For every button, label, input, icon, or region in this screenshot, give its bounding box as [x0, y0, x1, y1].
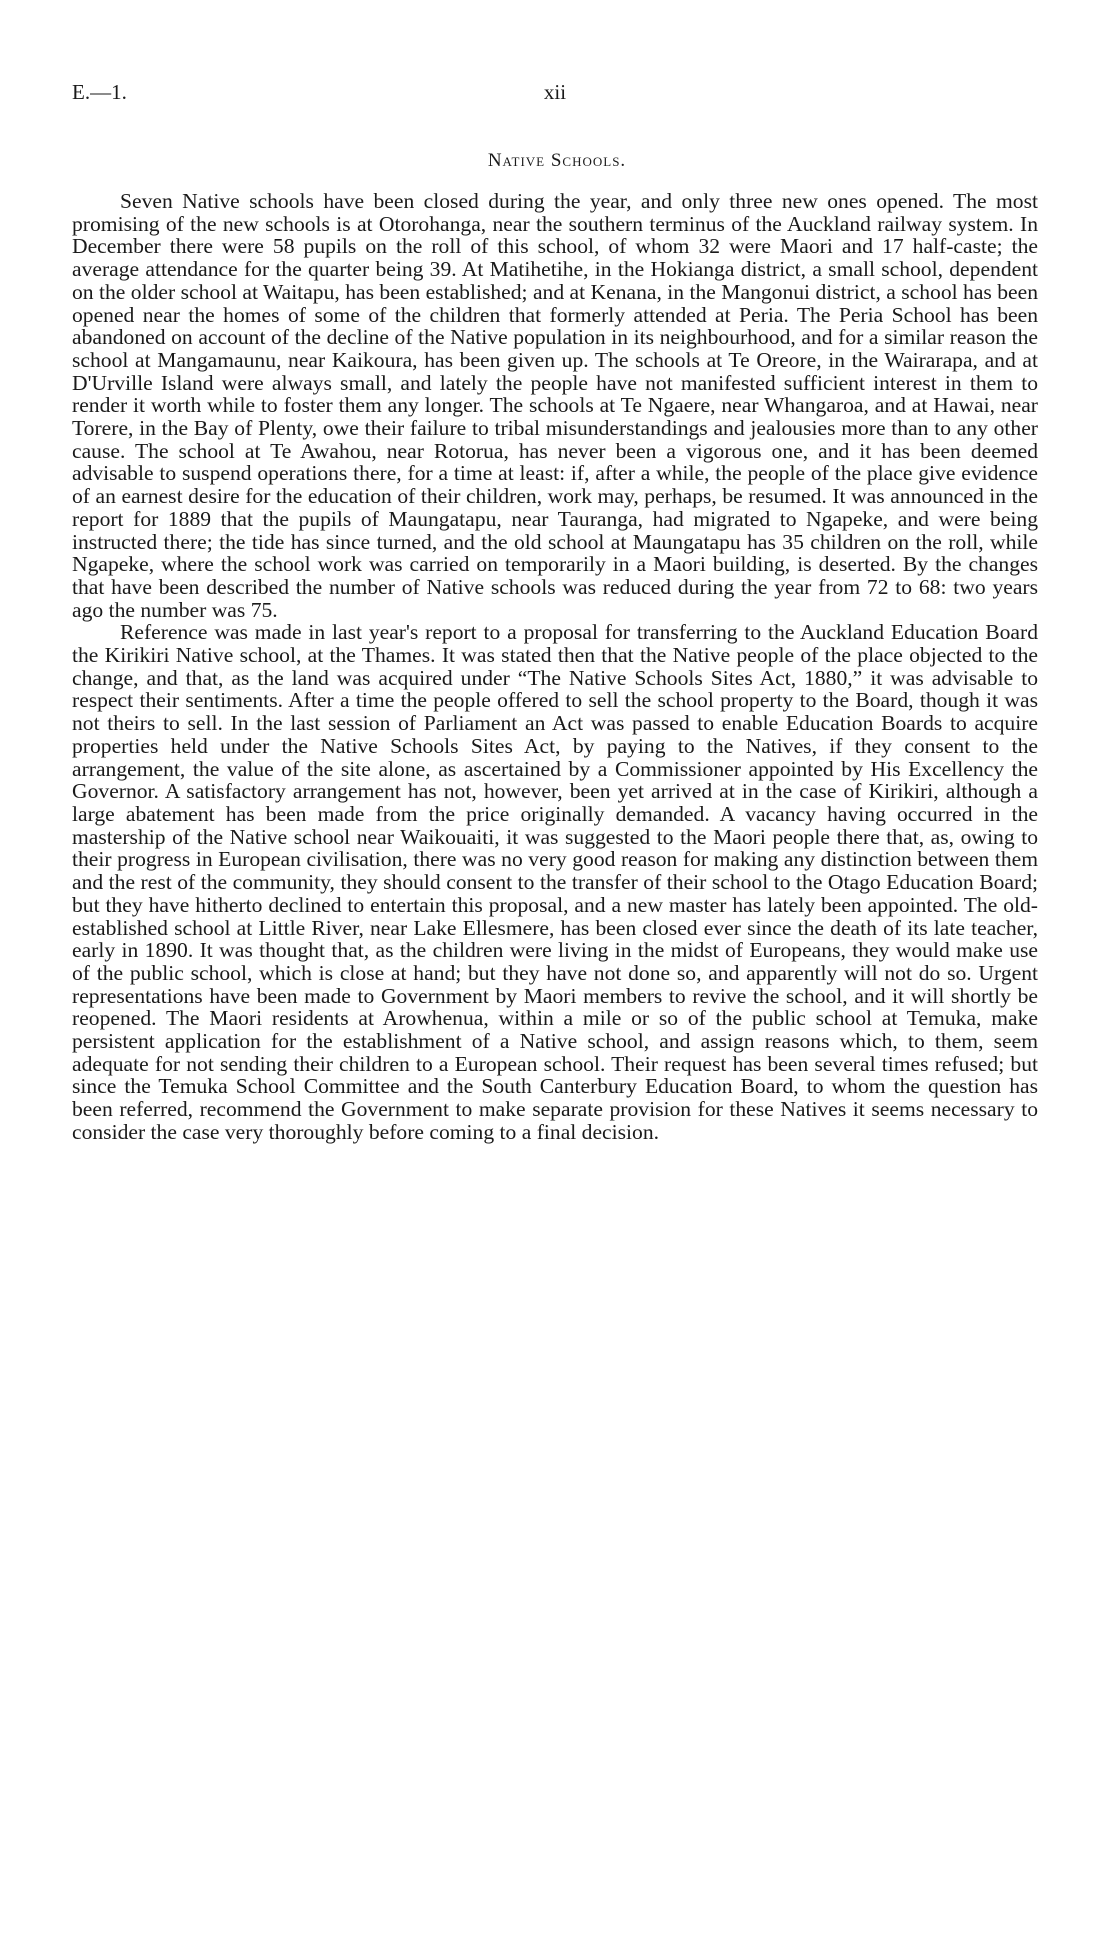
body-text: [72, 190, 1038, 1144]
paragraph-1: Seven Native schools have been closed during the year, and only three new ones opened. The most promising of the new schools is at Otorohanga, near the southern terminus of the Auckland railway system. In December there were 58 pupils on the roll of this school, of whom 32 were Maori and 17 half-caste; the average attendance for the quarter being 39. At Matihetihe, in the Hokianga district, a small school, dependent on the older school at Waitapu, has been established; and at Kenana, in the Mangonui district, a school has been opened near the homes of some of the children that formerly attended at Peria. The Peria School has been abandoned on account of the decline of the Native population in its neighbourhood, and for a similar reason the school at Mangamaunu, near Kaikoura, has been given up. The schools at Te Oreore, in the Wairarapa, and at D'Urville Island were always small, and lately the people have not manifested sufficient interest in them to render it worth while to foster them any longer. The schools at Te Ngaere, near Whangaroa, and at Hawai, near Torere, in the Bay of Plenty, owe their failure to tribal misunderstandings and jealousies more than to any other cause. The school at Te Awahou, near Rotorua, has never been a vigorous one, and it has been deemed advisable to suspend operations there, for a time at least: if, after a while, the people of the place give evidence of an earnest desire for the education of their children, work may, perhaps, be resumed. It was announced in the report for 1889 that the pupils of Maungatapu, near Tauranga, had migrated to Ngapeke, and were being instructed there; the tide has since turned, and the old school at Maungatapu has 35 children on the roll, while Ngapeke, where the school work was carried on temporarily in a Maori building, is deserted. By the changes that have been described the number of Native schools was reduced during the year from 72 to 68: two years ago the number was 75.: [72, 189, 1038, 622]
document-reference: E.—1.: [72, 80, 127, 104]
paragraph-2: Reference was made in last year's report to a proposal for transferring to the Auckland Education Board the Kirikiri Native school, at the Thames. It was stated then that the Native people of the place objected to the change, and that, as the land was acquired under “The Native Schools Sites Act, 1880,” it was advisable to respect their sentiments. After a time the people offered to sell the school property to the Board, though it was not theirs to sell. In the last session of Parliament an Act was passed to enable Education Boards to acquire properties held under the Native Schools Sites Act, by paying to the Natives, if they consent to the arrangement, the value of the site alone, as ascertained by a Commissioner appointed by His Excellency the Governor. A satisfactory arrangement has not, however, been yet arrived at in the case of Kirikiri, although a large abatement has been made from the price originally demanded. A vacancy having occurred in the mastership of the Native school near Waikouaiti, it was suggested to the Maori people there that, as, owing to their progress in European civilisation, there was no very good reason for making any distinction between them and the rest of the community, they should consent to the transfer of their school to the Otago Education Board; but they have hitherto declined to entertain this proposal, and a new master has lately been appointed. The old-established school at Little River, near Lake Ellesmere, has been closed ever since the death of its late teacher, early in 1890. It was thought that, as the children were living in the midst of Europeans, they would make use of the public school, which is close at hand; but they have not done so, and apparently will not do so. Urgent representations have been made to Government by Maori members to revive the school, and it will shortly be reopened. The Maori residents at Arowhenua, within a mile or so of the public school at Temuka, make persistent application for the establishment of a Native school, and assign reasons which, to them, seem adequate for not sending their children to a European school. Their request has been several times refused; but since the Temuka School Committee and the South Canterbury Education Board, to whom the question has been referred, recommend the Government to make separate provision for these Natives it seems necessary to consider the case very thoroughly before coming to a final decision.: [72, 620, 1038, 1144]
page-header: [72, 80, 1038, 110]
section-title: Native Schools.: [487, 150, 627, 171]
page-number: xii: [543, 80, 567, 104]
